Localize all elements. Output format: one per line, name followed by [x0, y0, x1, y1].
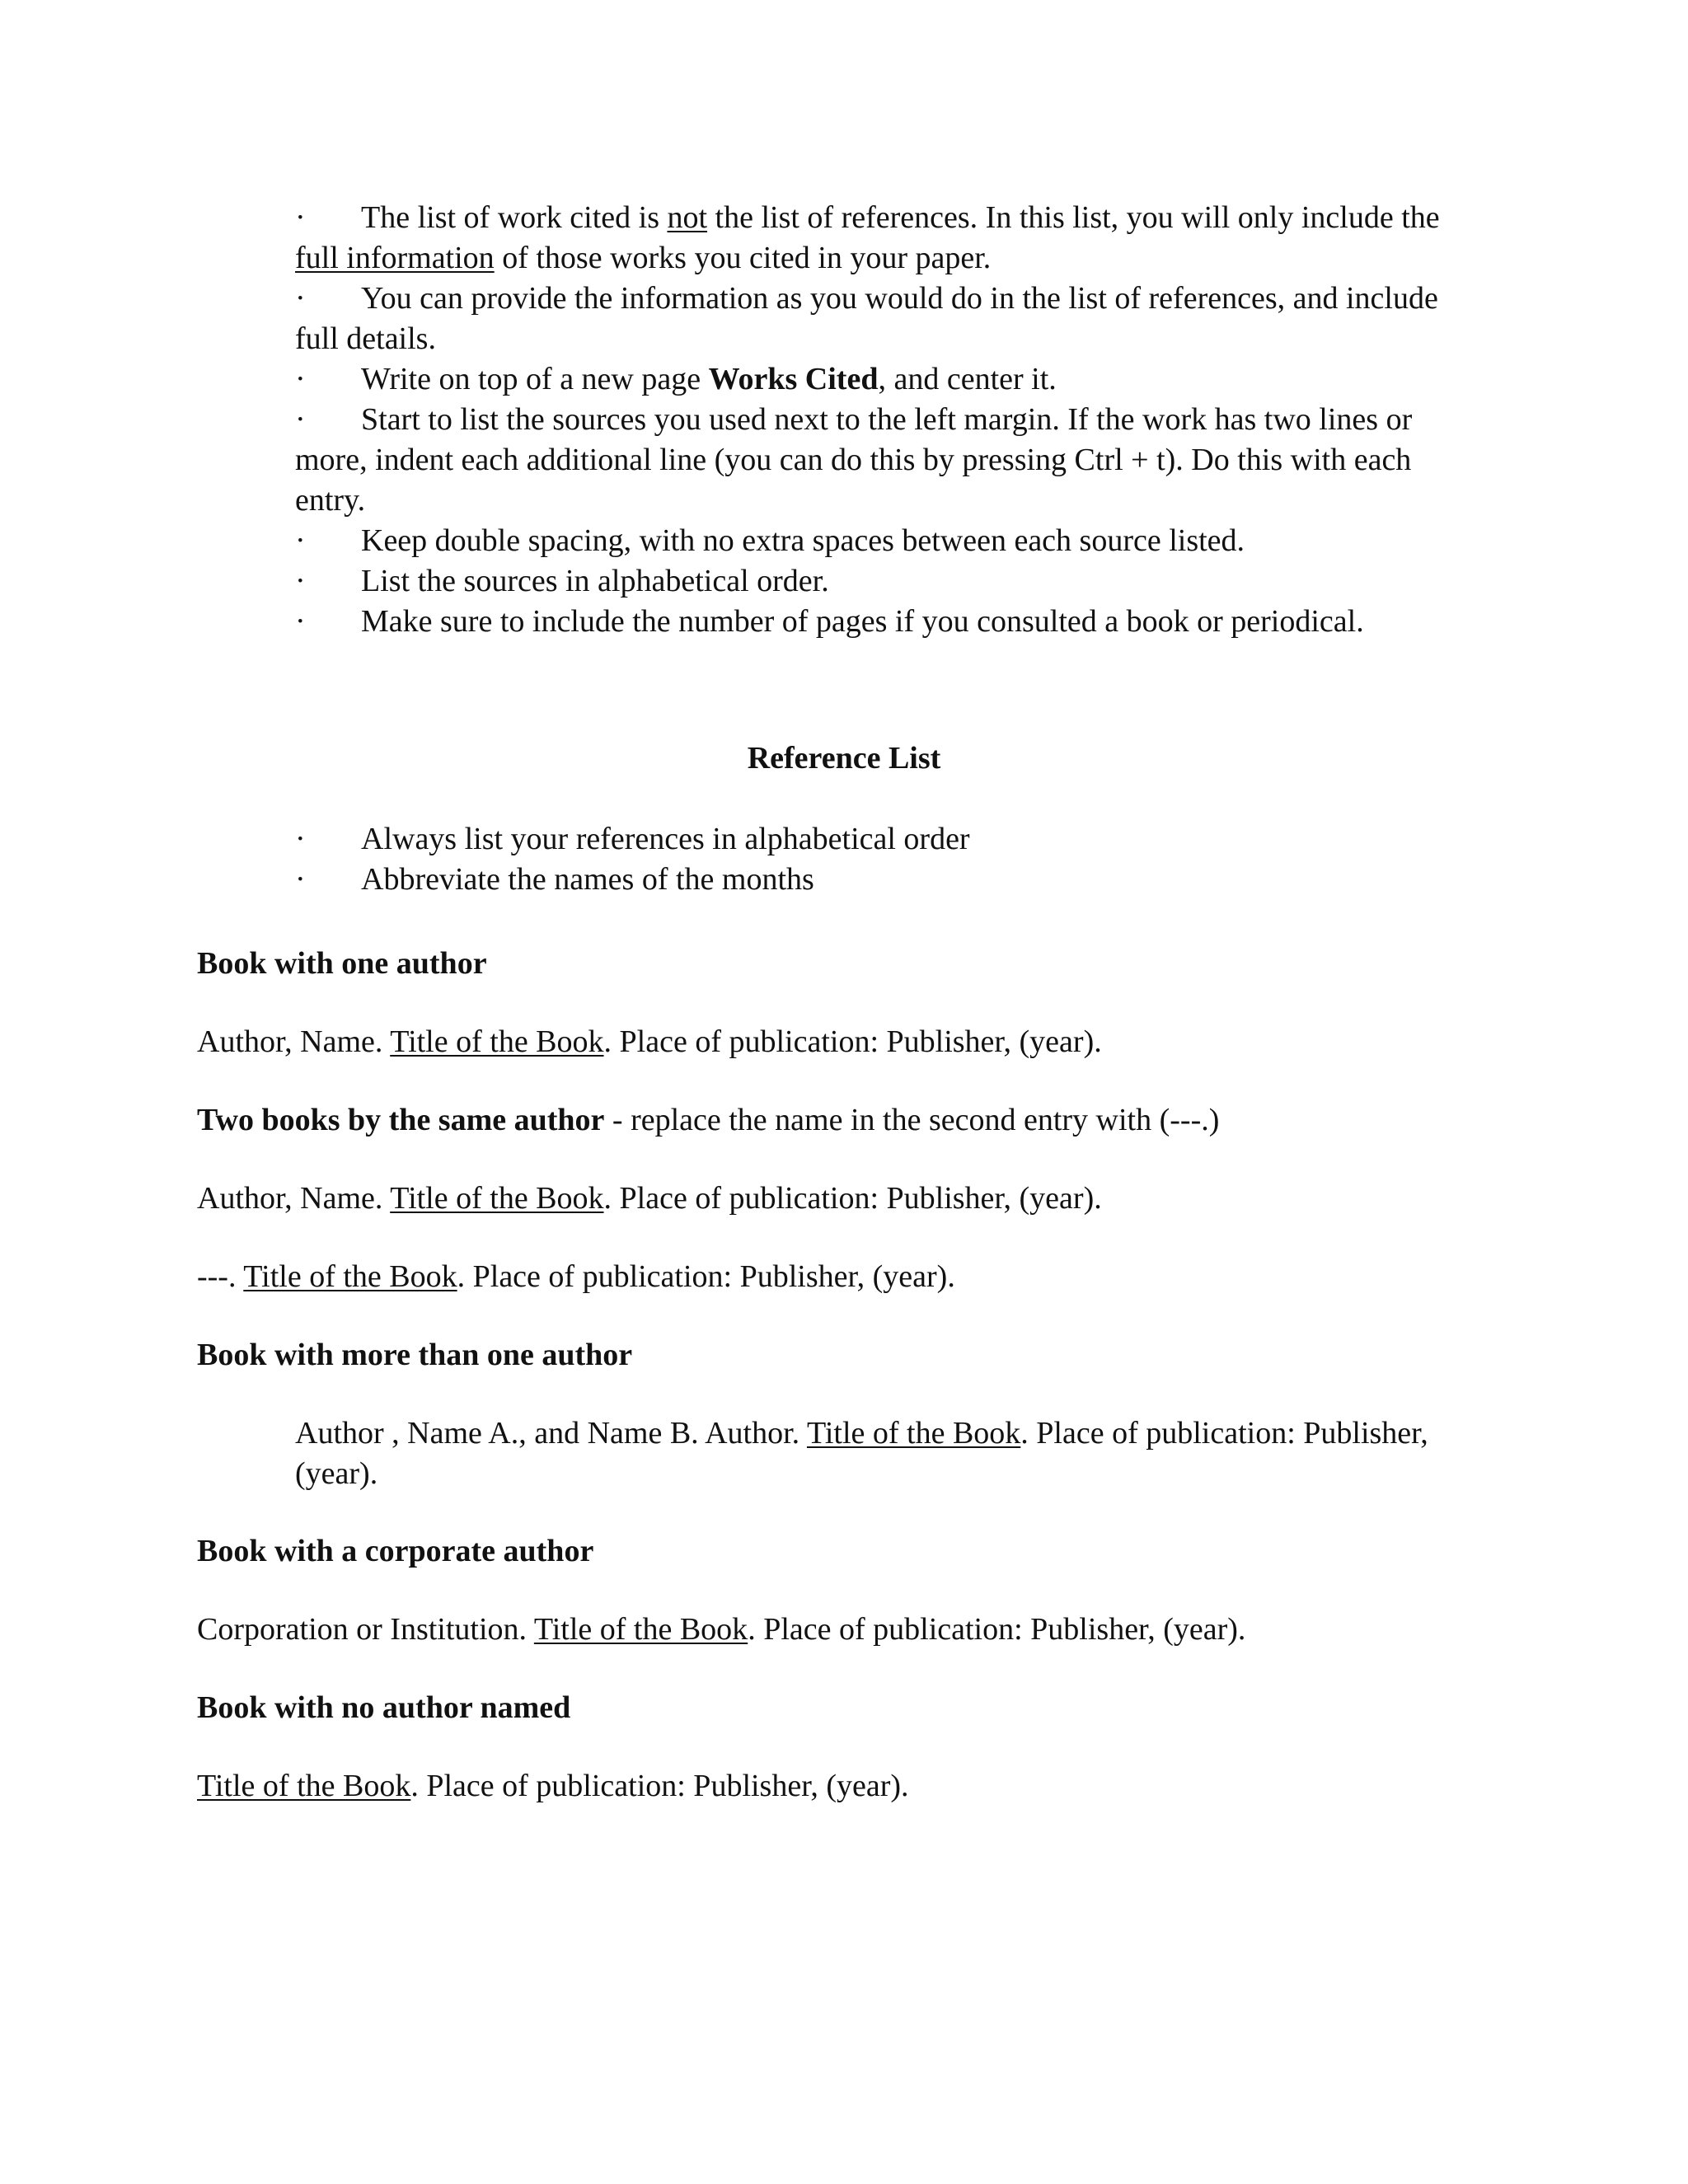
emphasis-full-information: full information — [295, 241, 495, 275]
list-item: · Write on top of a new page Works Cited, and center it. — [295, 359, 1474, 400]
bullet-marker: · — [295, 281, 306, 316]
citation-example-multi-author: Author , Name A., and Name B. Author. Title of the Book. Place of publication: Publisher, (year). — [295, 1416, 1428, 1491]
bullet-marker: · — [295, 822, 306, 856]
list-item: · List the sources in alphabetical order. — [295, 561, 1474, 602]
book-title: Title of the Book — [197, 1769, 411, 1803]
list-item: · You can provide the information as you would do in the list of references, and include full details. — [295, 279, 1474, 359]
book-title: Title of the Book — [533, 1612, 748, 1647]
book-title: Title of the Book — [390, 1024, 604, 1059]
book-title: Title of the Book — [806, 1416, 1021, 1451]
bullet-marker: · — [295, 564, 306, 598]
citation-example-corporate-author: Corporation or Institution. Title of the Book. Place of publication: Publisher, (year). — [197, 1612, 1246, 1647]
list-item: · Start to list the sources you used next to the left margin. If the work has two lines or more, indent each additional line (you can do this by pressing Ctrl + t). Do this with each entry. — [295, 400, 1474, 521]
list-item: · The list of work cited is not the list of references. In this list, you will only include the full information of those works you cited in your paper. — [295, 198, 1474, 279]
section-heading-multi-author: Book with more than one author — [197, 1338, 633, 1372]
section-heading-one-author: Book with one author — [197, 946, 487, 981]
section-heading-same-author: Two books by the same author - replace the name in the second entry with (---.) — [197, 1103, 1220, 1137]
book-title: Title of the Book — [243, 1259, 457, 1294]
section-note: - replace the name in the second entry with (---.) — [604, 1103, 1220, 1137]
section-heading-no-author: Book with no author named — [197, 1690, 571, 1725]
list-item: · Make sure to include the number of pages if you consulted a book or periodical. — [295, 602, 1474, 642]
bullet-marker: · — [295, 604, 306, 639]
emphasis-not: not — [667, 200, 708, 235]
bullet-marker: · — [295, 362, 306, 396]
list-item: · Keep double spacing, with no extra spaces between each source listed. — [295, 521, 1474, 561]
reference-list-guidelines — [295, 819, 1474, 900]
reference-list-heading: Reference List — [747, 741, 941, 776]
bullet-marker: · — [295, 862, 306, 897]
book-title: Title of the Book — [390, 1181, 604, 1216]
list-item: · Abbreviate the names of the months — [295, 860, 1474, 900]
section-heading-corporate-author: Book with a corporate author — [197, 1534, 594, 1568]
bullet-marker: · — [295, 523, 306, 558]
citation-example-same-author-second: ---. Title of the Book. Place of publication: Publisher, (year). — [197, 1259, 955, 1294]
works-cited-term: Works Cited — [708, 362, 879, 396]
bullet-marker: · — [295, 200, 306, 235]
citation-example-one-author: Author, Name. Title of the Book. Place of publication: Publisher, (year). — [197, 1024, 1102, 1059]
works-cited-guidelines — [295, 198, 1474, 642]
citation-example-same-author-first: Author, Name. Title of the Book. Place of publication: Publisher, (year). — [197, 1181, 1102, 1216]
bullet-marker: · — [295, 402, 306, 437]
citation-example-no-author: Title of the Book. Place of publication: Publisher, (year). — [197, 1769, 909, 1803]
list-item: · Always list your references in alphabetical order — [295, 819, 1474, 860]
